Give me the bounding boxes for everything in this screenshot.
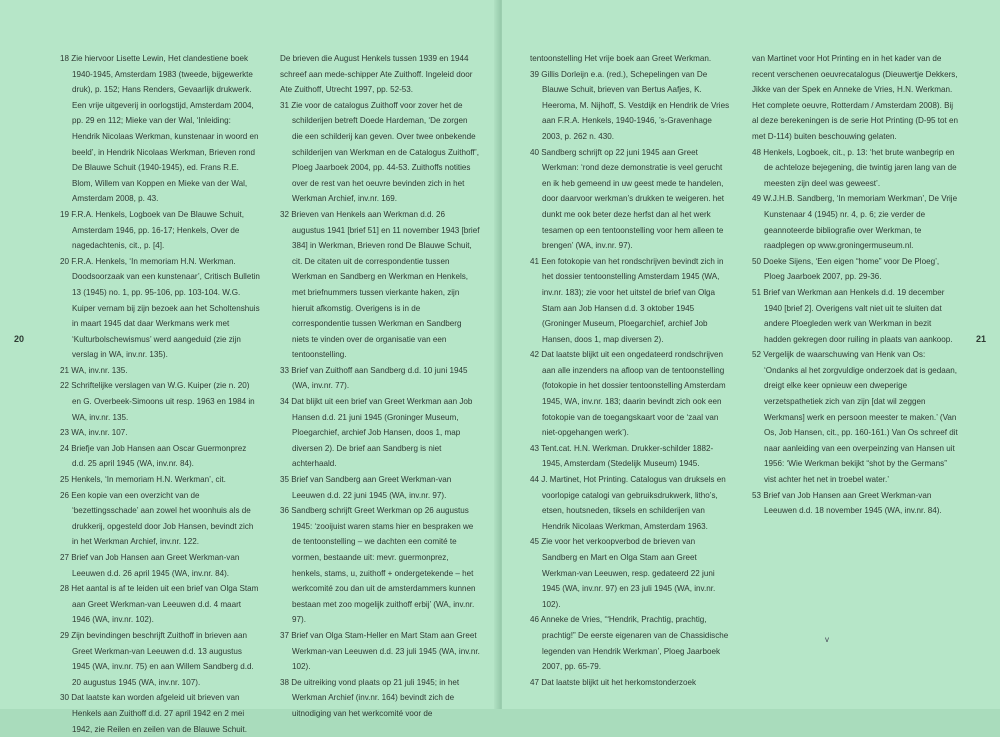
endnote: 39 Gillis Dorleijn e.a. (red.), Schepelingen van De Blauwe Schuit, brieven van Bertus Aafjes, K. Heeroma, M. Nijhoff, S. Vestdijk en Hendrik de Vries aan F.R.A. Henkels, 1940-1946, ’s-Gravenhage 2003, p. 262 n. 430. — [530, 69, 730, 141]
endnote: 37 Brief van Olga Stam-Heller en Mart Stam aan Greet Werkman-van Leeuwen d.d. 23 juli 1945 (WA, inv.nr. 102). — [280, 630, 480, 672]
foot-mark: v — [825, 635, 829, 644]
endnote: 50 Doeke Sijens, ‘Een eigen “home” voor De Ploeg’, Ploeg Jaarboek 2007, pp. 29-36. — [752, 256, 940, 282]
endnote: 48 Henkels, Logboek, cit., p. 13: ‘het brute wanbegrip en de achteloze bejegening, die twintig jaren lang van de meesten zijn deel was geweest’. — [752, 147, 957, 188]
endnote: 45 Zie voor het verkoopverbod de brieven van Sandberg en Mart en Olga Stam aan Greet Werkman-van Leeuwen, resp. gedateerd 22 juni 1945 (WA, inv.nr. 97) en 23 juli 1945 (WA, inv.nr. 102). — [530, 537, 716, 609]
endnote: van Martinet voor Hot Printing en in het kader van de recent verschenen oeuvrecatalogus (Dieuwertje Dekkers, Jikke van der Spek en Anneke de Vries, H.N. Werkman. Het complete oeuvre, Rotterdam / Amsterdam 2008). Bij al deze berekeningen is de serie Hot Printing (D-95 tot en met D-114) buiten beschouwing gelaten. — [752, 54, 959, 141]
endnote: 46 Anneke de Vries, ‘“Hendrik, Prachtig, prachtig, prachtig!” De eerste eigenaren van de Chassidische legenden van Hendrik Werkman’, Ploeg Jaarboek 2007, pp. 65-79. — [530, 615, 729, 672]
endnote: 52 Vergelijk de waarschuwing van Henk van Os: ‘Ondanks al het zorgvuldige onderzoek dat is gedaan, dreigt elke keer opnieuw een dweperige verzetspathetiek zich van zijn [dat wil zeggen Werkmans] werk en persoon meester te maken.’ (Van Os, Job Hansen, cit., pp. 160-161.) Van Os schreef dit naar aanleiding van een overpeinzing van Hansen uit 1956: ‘Wie Werkman bekijkt “shot by the Germans” vist achter het net in troebel water.’ — [752, 350, 958, 485]
left-notes-column-2 — [280, 51, 480, 722]
endnote: 27 Brief van Job Hansen aan Greet Werkman-van Leeuwen d.d. 26 april 1945 (WA, inv.nr. 84). — [60, 553, 240, 578]
endnote: 47 Dat laatste blijkt uit het herkomstonderzoek — [530, 677, 697, 687]
endnote: 33 Brief van Zuithoff aan Sandberg d.d. 10 juni 1945 (WA, inv.nr. 77). — [280, 365, 468, 391]
endnote: 40 Sandberg schrijft op 22 juni 1945 aan Greet Werkman: ‘rond deze demonstratie is veel gerucht en ik heb gemeend in uw geest mede te handelen, door daarvoor werkman’s drukken te weigeren. het dunkt me ook beter deze herfst dan al het werk tesamen op een tentoonstelling voor hem alleen te brengen’ (WA, inv.nr. 97). — [530, 147, 725, 251]
endnote: 26 Een kopie van een overzicht van de ‘bezettingsschade’ aan zowel het woonhuis als de drukkerij, opgesteld door Job Hansen, bevindt zich in het Werkman Archief, inv.nr. 122. — [60, 490, 254, 547]
right-page — [502, 0, 1000, 709]
endnote: 36 Sandberg schrijft Greet Werkman op 26 augustus 1945: ‘zooijuist waren stams hier en bespraken we de tentoonstelling – we dachten een comité te vormen, bestaande uit: mevr. guermonprez, henkels, stams, u, zuithoff + ondergetekende – het werkcomité zou dan uit de amsterdammers kunnen bestaan met zoo mogelijk zuithoff erbij’ (WA, inv.nr. 97). — [280, 506, 476, 625]
endnote: tentoonstelling Het vrije boek aan Greet Werkman. — [530, 54, 712, 63]
endnote: 21 WA, inv.nr. 135. — [60, 365, 128, 375]
endnote: 49 W.J.H.B. Sandberg, ‘In memoriam Werkman’, De Vrije Kunstenaar 4 (1945) nr. 4, p. 6; zie verder de geannoteerde bibliografie over Werkman, te raadplegen op www.groningermuseum.nl. — [752, 194, 958, 251]
endnote: 28 Het aantal is af te leiden uit een brief van Olga Stam aan Greet Werkman-van Leeuwen d.d. 4 maart 1946 (WA, inv.nr. 102). — [60, 584, 259, 625]
right-notes-column-1 — [530, 51, 732, 690]
endnote: 42 Dat laatste blijkt uit een ongedateerd rondschrijven aan alle inzenders na afloop van de tentoonstelling (fotokopie in het dossier tentoonstelling Amsterdam 1945, WA, inv.nr. 183; daarin bevindt zich ook een fotokopie van de toegangskaart voor de ‘zaal van niet-opgehangen werk’). — [530, 350, 726, 438]
endnote: 24 Briefje van Job Hansen aan Oscar Guermonprez d.d. 25 april 1945 (WA, inv.nr. 84). — [60, 443, 247, 469]
endnote: 44 J. Martinet, Hot Printing. Catalogus van druksels en voorlopige catalogi van gebruiksdrukwerk, litho’s, etsen, houtsneden, tiksels en schilderijen van Hendrik Nicolaas Werkman, Amsterdam 1963. — [530, 475, 726, 531]
endnote: 22 Schriftelijke verslagen van W.G. Kuiper (zie n. 20) en G. Overbeek-Simoons uit resp. 1963 en 1984 in WA, inv.nr. 135. — [60, 381, 255, 422]
left-page — [0, 0, 498, 734]
endnote: 38 De uitreiking vond plaats op 21 juli 1945; in het Werkman Archief (inv.nr. 164) bevindt zich de uitnodiging van het werkcomité voor de — [280, 677, 460, 718]
endnote: 51 Brief van Werkman aan Henkels d.d. 19 december 1940 [brief 2]. Overigens valt niet uit te sluiten dat andere Ploegleden werk van Werkman in bezit hadden gekregen door ruiling in plaats van aankoop. — [752, 287, 953, 344]
endnote: 29 Zijn bevindingen beschrijft Zuithoff in brieven aan Greet Werkman-van Leeuwen d.d. 13 augustus 1945 (WA, inv.nr. 75) en aan Willem Sandberg d.d. 20 augustus 1945 (WA, inv.nr. 107). — [60, 630, 254, 687]
endnote: 32 Brieven van Henkels aan Werkman d.d. 26 augustus 1941 [brief 51] en 11 november 1943 [brief 384] in Werkman, Brieven rond De Blauwe Schuit, cit. De citaten uit de correspondentie tussen Werkman en Sandberg en Werkman en Henkels, met briefnummers tussen vierkante haken, zijn hieruit afkomstig. Overigens is in de correspondentie tussen Werkman en Sandberg niets te vinden over de organisatie van een tentoonstelling. — [280, 209, 480, 360]
right-notes-column-2 — [752, 51, 960, 519]
endnote: 18 Zie hiervoor Lisette Lewin, Het clandestiene boek 1940-1945, Amsterdam 1983 (tweede, bijgewerkte druk), p. 152; Hans Renders, Gevaarlijk drukwerk. Een vrije uitgeverij in oorlogstijd, Amsterdam 2004, pp. 29 en 112; Mieke van der Wal, ‘Inleiding: Hendrik Nicolaas Werkman, kunstenaar in woord en beeld’, in Hendrik Nicolaas Werkman, Brieven rond De Blauwe Schuit (1940-1945), ed. Frans R.E. Blom, Willem van Koppen en Mieke van der Wal, Amsterdam 2008, p. 43. — [60, 54, 259, 204]
left-notes-column-1 — [60, 51, 260, 737]
endnote: 35 Brief van Sandberg aan Greet Werkman-van Leeuwen d.d. 22 juni 1945 (WA, inv.nr. 97). — [280, 475, 452, 500]
endnote: 20 F.R.A. Henkels, ‘In memoriam H.N. Werkman. Doodsoorzaak van een kunstenaar’, Critisch Bulletin 13 (1945) no. 1, pp. 95-106, pp. 103-104. W.G. Kuiper vernam bij zijn bezoek aan het Scholtenshuis in maart 1945 dat daar Werkmans werk met ‘Kulturbolschewismus’ werd aangeduid (zie zijn verslag in WA, inv.nr. 135). — [60, 256, 260, 360]
page-number: 21 — [976, 334, 987, 344]
endnote: 19 F.R.A. Henkels, Logboek van De Blauwe Schuit, Amsterdam 1946, pp. 16-17; Henkels, Over de nagedachtenis, cit., p. [4]. — [60, 209, 245, 251]
endnote: 25 Henkels, ‘In memoriam H.N. Werkman’, cit. — [60, 475, 226, 485]
endnote: 31 Zie voor de catalogus Zuithoff voor zover het de schilderijen betreft Doede Hardeman, ‘De zorgen die een schilderij kan geven. Over twee onbekende schilderijen van Werkman en de Catalogus Zuithoff’, Ploeg Jaarboek 2004, pp. 44-53. Zuithoffs notities over de rest van het oeuvre bevinden zich in het Werkman Archief, inv.nr. 169. — [280, 100, 480, 204]
endnote: 34 Dat blijkt uit een brief van Greet Werkman aan Job Hansen d.d. 21 juni 1945 (Groninger Museum, Ploegarchief, archief Job Hansen, doos 1, map diversen 2). De brief aan Sandberg is niet achterhaald. — [280, 397, 473, 469]
endnote: 43 Tent.cat. H.N. Werkman. Drukker-schilder 1882-1945, Amsterdam (Stedelijk Museum) 1945. — [530, 443, 714, 469]
endnote: 41 Een fotokopie van het rondschrijven bevindt zich in het dossier tentoonstelling Amsterdam 1945 (WA, inv.nr. 183); zie voor het uitstel de brief van Olga Stam aan Job Hansen d.d. 3 oktober 1945 (Groninger Museum, Ploegarchief, archief Job Hansen, doos 1, map diversen 2). — [530, 256, 724, 344]
endnote: 30 Dat laatste kan worden afgeleid uit brieven van Henkels aan Zuithoff d.d. 27 april 1942 en 2 mei 1942, zie Reilen en zeilen van de Blauwe Schuit. — [60, 693, 248, 734]
page-number: 20 — [14, 334, 25, 344]
endnote: 53 Brief van Job Hansen aan Greet Werkman-van Leeuwen d.d. 18 november 1945 (WA, inv.nr. 84). — [752, 490, 942, 516]
endnote: De brieven die August Henkels tussen 1939 en 1944 schreef aan mede-schipper Ate Zuithoff. Ingeleid door Ate Zuithoff, Utrecht 1997, pp. 52-53. — [280, 54, 473, 95]
endnote: 23 WA, inv.nr. 107. — [60, 428, 128, 438]
